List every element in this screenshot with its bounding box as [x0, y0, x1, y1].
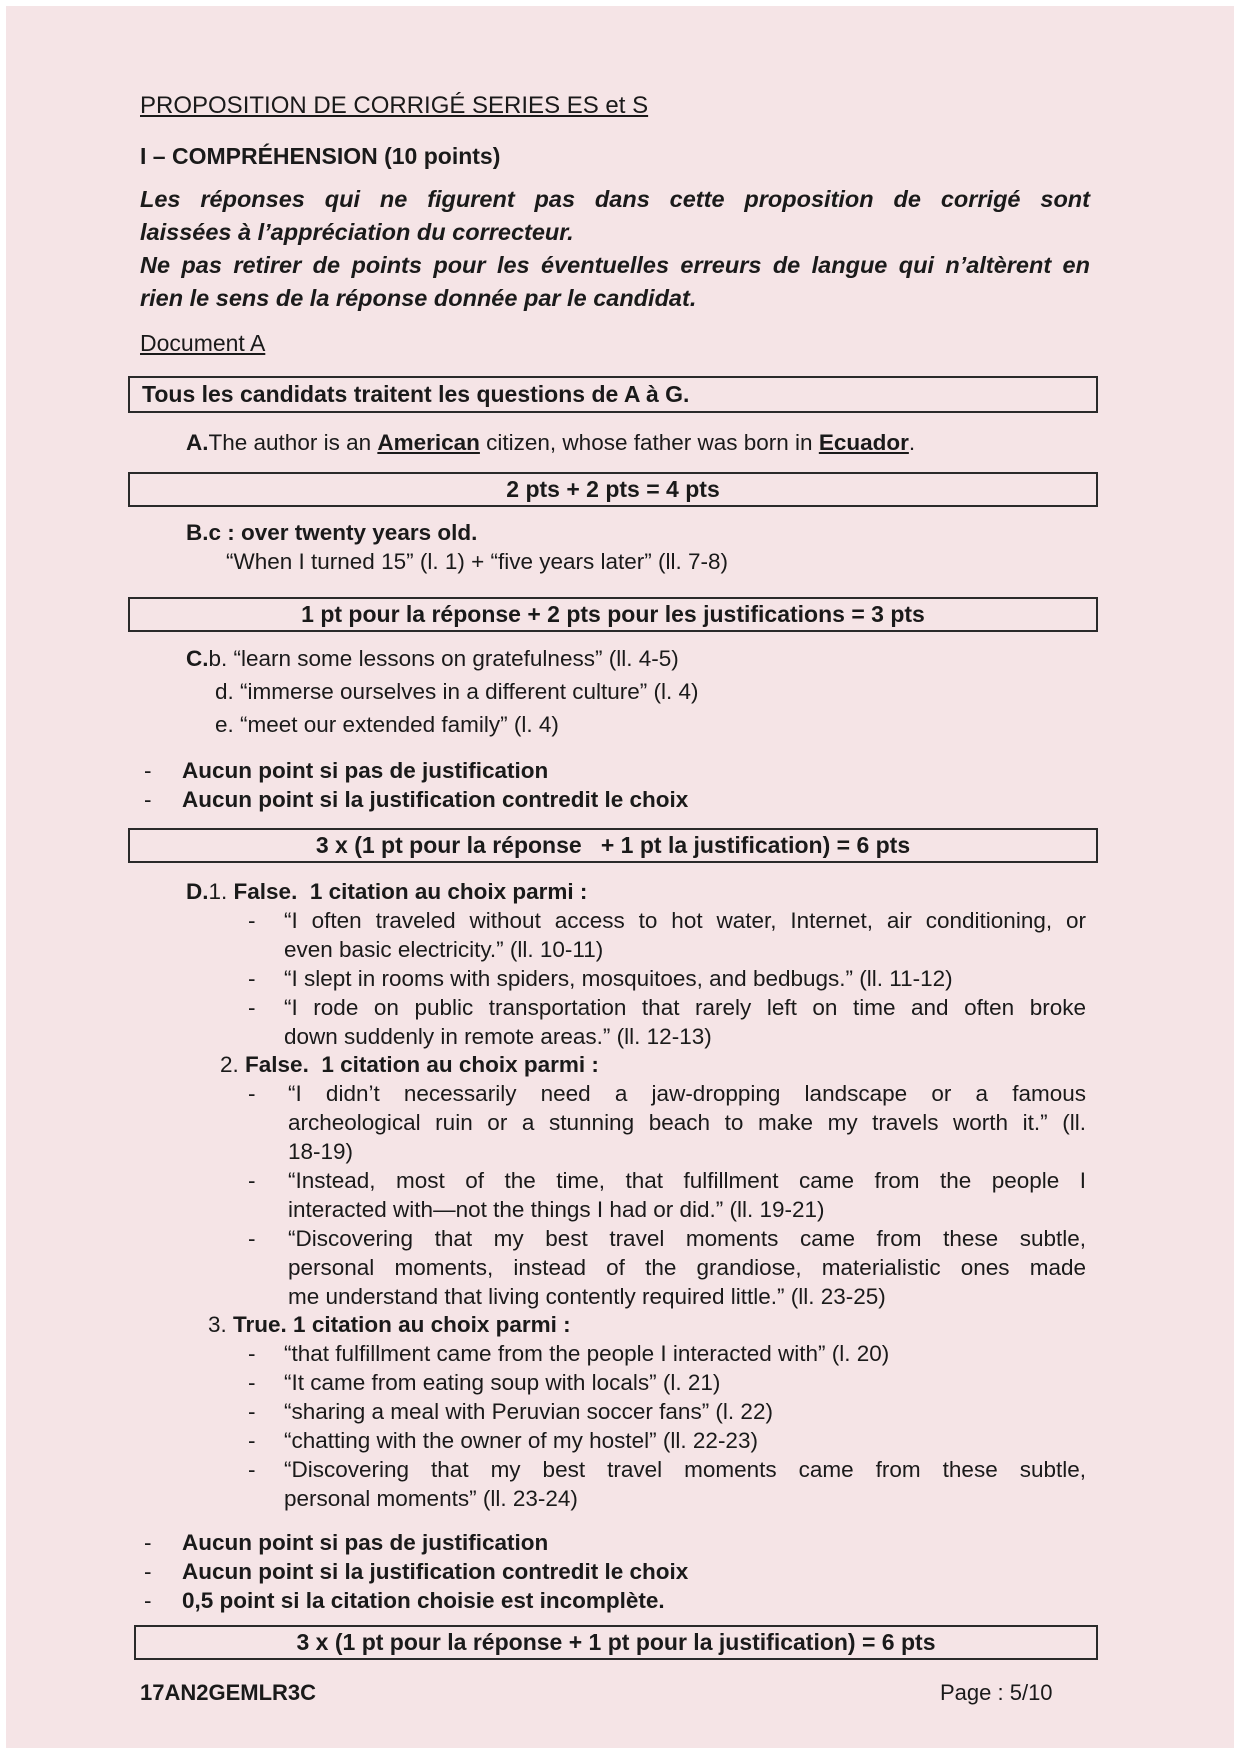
question-a-text: citizen, whose father was born in	[479, 430, 819, 455]
quote-line: archeological ruin or a stunning beach to make my travels worth it.” (ll.	[288, 1110, 1086, 1135]
quote-line: “that fulfillment came from the people I interacted with” (l. 20)	[284, 1341, 890, 1366]
dash-bullet: -	[248, 1168, 256, 1193]
quote-line: “I slept in rooms with spiders, mosquitoes, and bedbugs.” (ll. 11-12)	[284, 966, 953, 991]
quote-line: even basic electricity.” (ll. 10-11)	[284, 937, 604, 962]
question-a	[186, 428, 915, 457]
quote-line: “I didn’t necessarily need a jaw-dropping landscape or a famous	[288, 1081, 1086, 1106]
item-letter: b	[208, 646, 222, 671]
question-d-item-1	[186, 877, 587, 906]
note-line: Les réponses qui ne figurent pas dans cette proposition de corrigé sont	[140, 186, 1090, 212]
item-head: False. 1 citation au choix parmi :	[233, 879, 588, 904]
item-text: . “immerse ourselves in a different culture” (l. 4)	[227, 679, 699, 704]
page-number: Page : 5/10	[940, 1680, 1053, 1705]
rule-item: Aucun point si la justification contredit le choix	[182, 787, 689, 812]
question-b-label: B.	[186, 520, 209, 545]
item-text: . “learn some lessons on gratefulness” (ll. 4-5)	[221, 646, 679, 671]
item-number: 1.	[208, 879, 228, 904]
rule-item: Aucun point si pas de justification	[182, 1530, 549, 1555]
dash-bullet: -	[248, 1457, 256, 1482]
page-title: PROPOSITION DE CORRIGÉ SERIES ES et S	[140, 92, 649, 119]
note-line: laissées à l’appréciation du correcteur.	[140, 219, 574, 245]
question-d-item-3	[208, 1310, 571, 1339]
dash-bullet: -	[248, 1226, 256, 1251]
dash-bullet: -	[144, 787, 152, 812]
item-head: False. 1 citation au choix parmi :	[245, 1052, 599, 1077]
question-a-text: The author is an	[208, 430, 378, 455]
quote-line: me understand that living contently required little.” (ll. 23-25)	[288, 1284, 886, 1309]
quote-line: personal moments, instead of the grandiose, materialistic ones made	[288, 1255, 1086, 1280]
quote-line: “It came from eating soup with locals” (l. 21)	[284, 1370, 721, 1395]
question-c-label: C.	[186, 646, 209, 671]
quote-line: “I rode on public transportation that rarely left on time and often broke	[284, 995, 1086, 1020]
keyword-american: American	[377, 430, 480, 455]
quote-line: “chatting with the owner of my hostel” (ll. 22-23)	[284, 1428, 758, 1453]
question-d-item-2	[220, 1050, 599, 1079]
question-c-item	[186, 644, 679, 673]
item-letter: d	[215, 679, 228, 704]
item-number: 3.	[208, 1312, 227, 1337]
dash-bullet: -	[144, 1559, 152, 1584]
quote-line: down suddenly in remote areas.” (ll. 12-13)	[284, 1024, 712, 1049]
score-box-b: 1 pt pour la réponse + 2 pts pour les justifications = 3 pts	[128, 597, 1098, 632]
rule-item: Aucun point si la justification contredit le choix	[182, 1559, 689, 1584]
score-box-d: 3 x (1 pt pour la réponse + 1 pt pour la justification) = 6 pts	[134, 1625, 1098, 1660]
question-d-label: D.	[186, 879, 209, 904]
dash-bullet: -	[248, 908, 256, 933]
section-heading: I – COMPRÉHENSION (10 points)	[140, 143, 501, 169]
keyword-ecuador: Ecuador	[818, 430, 909, 455]
dash-bullet: -	[248, 1341, 256, 1366]
quote-line: “Discovering that my best travel moments came from these subtle,	[284, 1457, 1086, 1482]
question-a-text: .	[908, 430, 916, 455]
question-c-item	[215, 710, 559, 739]
document-code: 17AN2GEMLR3C	[140, 1680, 317, 1705]
dash-bullet: -	[248, 1399, 256, 1424]
score-box-a: 2 pts + 2 pts = 4 pts	[128, 472, 1098, 507]
item-letter: e	[215, 712, 228, 737]
question-b-quote: “When I turned 15” (l. 1) + “five years later” (ll. 7-8)	[226, 549, 729, 574]
dash-bullet: -	[248, 1370, 256, 1395]
dash-bullet: -	[248, 1081, 256, 1106]
dash-bullet: -	[248, 1428, 256, 1453]
dash-bullet: -	[144, 1588, 152, 1613]
note-line: rien le sens de la réponse donnée par le candidat.	[140, 285, 697, 311]
score-box-c: 3 x (1 pt pour la réponse + 1 pt la justification) = 6 pts	[128, 828, 1098, 863]
question-b	[186, 518, 477, 547]
quote-line: 18-19)	[288, 1139, 354, 1164]
instruction-box: Tous les candidats traitent les questions de A à G.	[128, 376, 1098, 413]
quote-line: interacted with—not the things I had or did.” (ll. 19-21)	[288, 1197, 825, 1222]
quote-line: “sharing a meal with Peruvian soccer fans” (l. 22)	[284, 1399, 773, 1424]
note-line: Ne pas retirer de points pour les éventuelles erreurs de langue qui n’altèrent en	[140, 252, 1090, 278]
quote-line: “I often traveled without access to hot water, Internet, air conditioning, or	[284, 908, 1086, 933]
rule-item: 0,5 point si la citation choisie est incomplète.	[182, 1588, 665, 1613]
rule-item: Aucun point si pas de justification	[182, 758, 549, 783]
quote-line: “Instead, most of the time, that fulfillment came from the people I	[288, 1168, 1086, 1193]
quote-line: personal moments” (ll. 23-24)	[284, 1486, 578, 1511]
question-a-label: A.	[186, 430, 209, 455]
item-text: . “meet our extended family” (l. 4)	[227, 712, 559, 737]
dash-bullet: -	[248, 995, 256, 1020]
dash-bullet: -	[144, 1530, 152, 1555]
dash-bullet: -	[144, 758, 152, 783]
document-heading: Document A	[140, 330, 266, 356]
dash-bullet: -	[248, 966, 256, 991]
item-number: 2.	[220, 1052, 239, 1077]
question-b-answer: c : over twenty years old.	[208, 520, 478, 545]
question-c-item	[215, 677, 699, 706]
item-head: True. 1 citation au choix parmi :	[233, 1312, 571, 1337]
quote-line: “Discovering that my best travel moments came from these subtle,	[288, 1226, 1086, 1251]
